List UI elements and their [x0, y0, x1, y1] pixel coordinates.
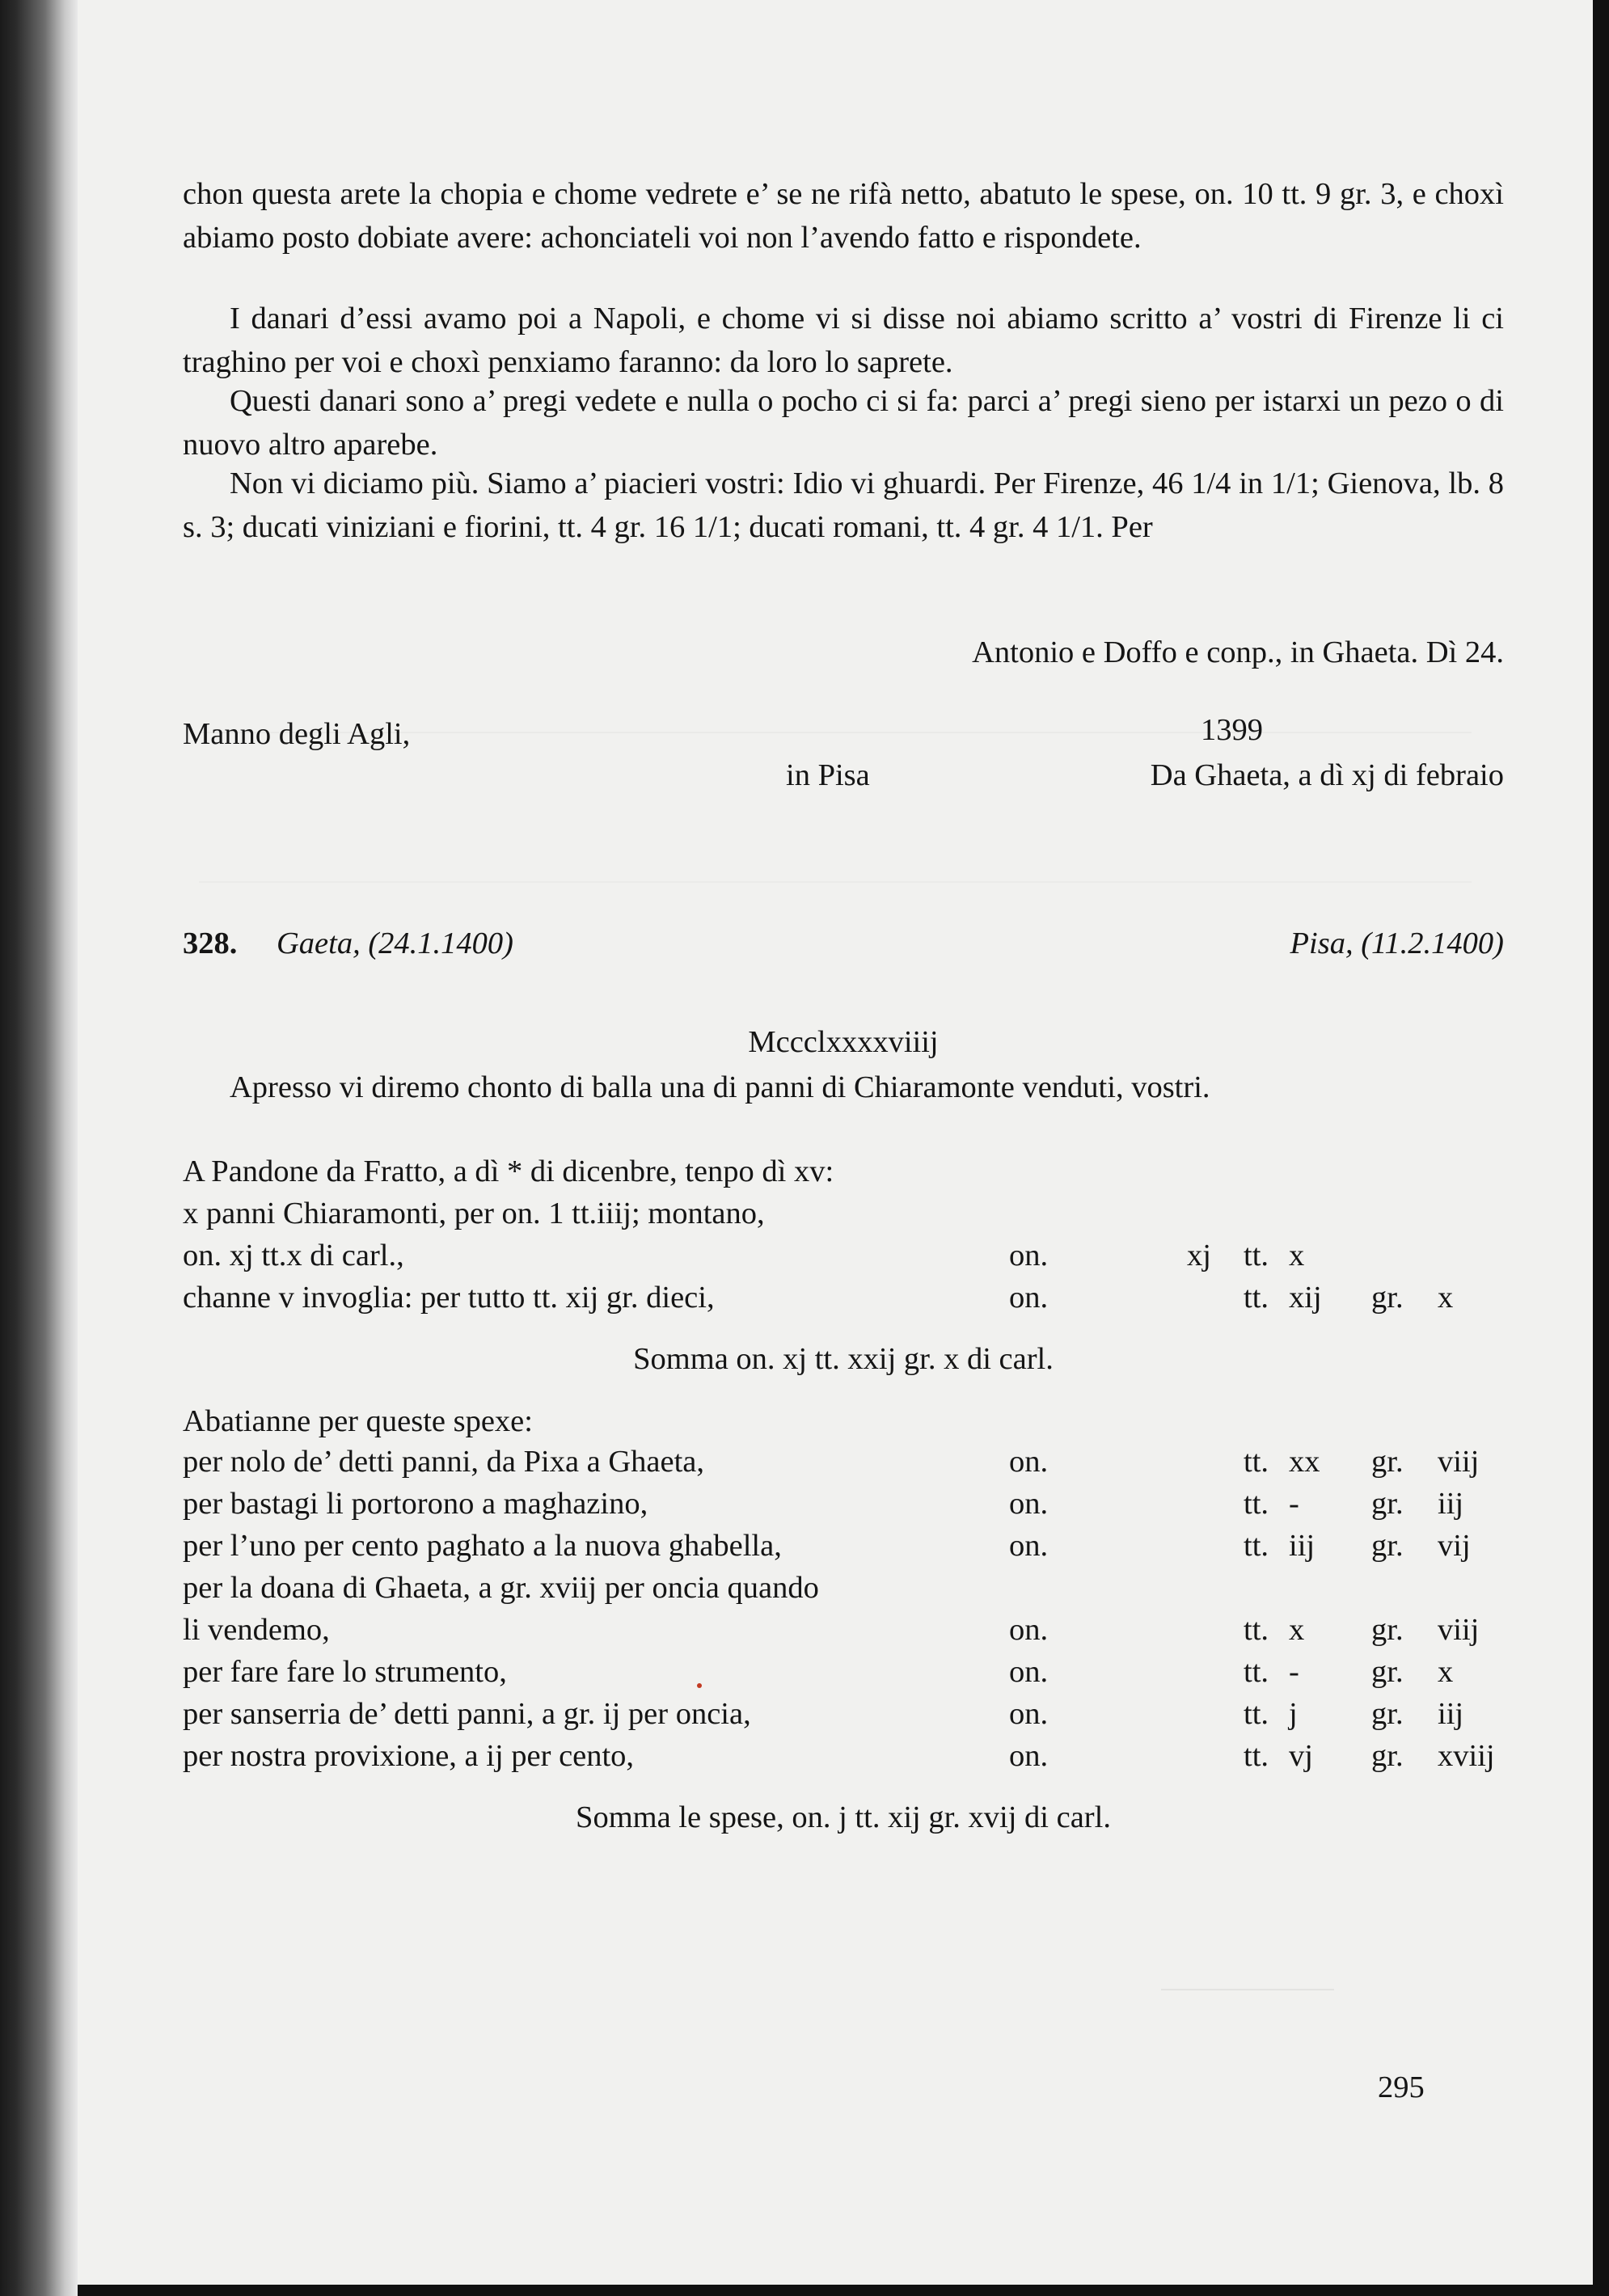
grain-value: viij	[1438, 1445, 1480, 1479]
letter-origin: Gaeta, (24.1.1400)	[277, 926, 513, 960]
bleed-through-rule	[1161, 1989, 1334, 1990]
ounce-label: on.	[1009, 1487, 1049, 1521]
expense-row	[183, 1650, 1557, 1694]
tari-label: tt.	[1244, 1239, 1269, 1273]
tari-label: tt.	[1244, 1739, 1269, 1773]
grain-label: gr.	[1371, 1613, 1404, 1647]
sale-line: A Pandone da Fratto, a dì * di dicenbre, tenpo dì xv:	[183, 1154, 834, 1188]
account-row	[183, 1234, 1557, 1277]
row-description: per la doana di Ghaeta, a gr. xviij per oncia quando	[183, 1571, 819, 1605]
tari-label: tt.	[1244, 1281, 1269, 1315]
row-description: per nolo de’ detti panni, da Pixa a Ghaeta,	[183, 1445, 705, 1479]
ounce-label: on.	[1009, 1239, 1049, 1273]
tari-value: vj	[1289, 1739, 1313, 1773]
grain-value: iij	[1438, 1487, 1464, 1521]
address-date: Da Ghaeta, a dì xj di febraio	[1150, 758, 1504, 792]
address-place: in Pisa	[786, 758, 870, 792]
expenses-heading: Abatianne per queste spexe:	[183, 1404, 533, 1438]
paragraph: chon questa arete la chopia e chome vedrete e’ se ne rifà netto, abatuto le spese, on. 10 tt. 9 gr. 3, e choxì abiamo posto dobiate avere: achonciateli voi non l’avendo fatto e rispondete.	[183, 177, 1504, 255]
row-description: per fare fare lo strumento,	[183, 1655, 507, 1689]
tari-value: x	[1289, 1613, 1305, 1647]
grain-value: xviij	[1438, 1739, 1495, 1773]
grain-label: gr.	[1371, 1281, 1404, 1315]
paragraph: I danari d’essi avamo poi a Napoli, e chome vi si disse noi abiamo scritto a’ vostri di Firenze li ci traghino per voi e choxì penxiamo faranno: da loro lo saprete.	[183, 302, 1504, 379]
tari-value: iij	[1289, 1529, 1315, 1563]
tari-value: j	[1289, 1697, 1298, 1731]
grain-label: gr.	[1371, 1739, 1404, 1773]
tari-label: tt.	[1244, 1487, 1269, 1521]
tari-value: -	[1289, 1487, 1299, 1521]
row-description: li vendemo,	[183, 1613, 330, 1647]
row-description: per sanserria de’ detti panni, a gr. ij per oncia,	[183, 1697, 751, 1731]
tari-label: tt.	[1244, 1697, 1269, 1731]
paragraph: Questi danari sono a’ pregi vedete e nulla o pocho ci si fa: parci a’ pregi sieno per istarxi un pezo o di nuovo altro aparebe.	[183, 384, 1504, 462]
tari-value: x	[1289, 1239, 1305, 1273]
expense-row	[183, 1440, 1557, 1484]
row-description: per bastagi li portorono a maghazino,	[183, 1487, 648, 1521]
ounce-value: xj	[1187, 1239, 1211, 1273]
letter-number: 328.	[183, 926, 238, 960]
expense-row	[183, 1608, 1557, 1652]
expenses-total: Somma le spese, on. j tt. xij gr. xvij di carl.	[576, 1800, 1111, 1834]
ounce-label: on.	[1009, 1697, 1049, 1731]
paragraph: Non vi diciamo più. Siamo a’ piacieri vostri: Idio vi ghuardi. Per Firenze, 46 1/4 in 1/1; Gienova, lb. 8 s. 3; ducati viniziani e fiorini, tt. 4 gr. 16 1/1; ducati romani, tt. 4 gr. 4 1/1. Per	[183, 466, 1504, 544]
row-description: per l’uno per cento paghato a la nuova ghabella,	[183, 1529, 782, 1563]
expense-row	[183, 1734, 1557, 1778]
tari-label: tt.	[1244, 1445, 1269, 1479]
letter-destination: Pisa, (11.2.1400)	[1290, 926, 1504, 960]
account-row	[183, 1276, 1557, 1319]
ounce-label: on.	[1009, 1281, 1049, 1315]
address-year: 1399	[1201, 713, 1263, 747]
account-intro: Apresso vi diremo chonto di balla una di panni di Chiaramonte venduti, vostri.	[230, 1070, 1210, 1104]
page-number: 295	[1378, 2070, 1425, 2104]
grain-value: x	[1438, 1281, 1454, 1315]
row-description: on. xj tt.x di carl.,	[183, 1239, 404, 1273]
grain-value: iij	[1438, 1697, 1464, 1731]
grain-value: x	[1438, 1655, 1454, 1689]
grain-value: vij	[1438, 1529, 1471, 1563]
address-name: Manno degli Agli,	[183, 717, 411, 751]
row-description: per nostra provixione, a ij per cento,	[183, 1739, 635, 1773]
grain-label: gr.	[1371, 1445, 1404, 1479]
ounce-label: on.	[1009, 1655, 1049, 1689]
expense-row	[183, 1482, 1557, 1526]
sale-total: Somma on. xj tt. xxij gr. x di carl.	[633, 1342, 1054, 1376]
expense-row	[183, 1692, 1557, 1736]
ounce-label: on.	[1009, 1613, 1049, 1647]
grain-label: gr.	[1371, 1529, 1404, 1563]
tari-value: -	[1289, 1655, 1299, 1689]
tari-label: tt.	[1244, 1613, 1269, 1647]
tari-label: tt.	[1244, 1655, 1269, 1689]
expense-row	[183, 1566, 1557, 1610]
ounce-label: on.	[1009, 1739, 1049, 1773]
ounce-label: on.	[1009, 1445, 1049, 1479]
grain-label: gr.	[1371, 1697, 1404, 1731]
tari-value: xij	[1289, 1281, 1322, 1315]
grain-label: gr.	[1371, 1655, 1404, 1689]
grain-value: viij	[1438, 1613, 1480, 1647]
expense-row	[183, 1524, 1557, 1568]
tari-value: xx	[1289, 1445, 1320, 1479]
red-ink-dot	[697, 1683, 702, 1688]
ounce-label: on.	[1009, 1529, 1049, 1563]
book-spine-shadow	[0, 0, 78, 2296]
tari-label: tt.	[1244, 1529, 1269, 1563]
grain-label: gr.	[1371, 1487, 1404, 1521]
bleed-through-texture	[199, 881, 1472, 904]
sale-line: x panni Chiaramonti, per on. 1 tt.iiij; montano,	[183, 1197, 765, 1230]
letter-signature: Antonio e Doffo e conp., in Ghaeta. Dì 24.	[972, 635, 1504, 669]
book-page	[78, 0, 1593, 2285]
row-description: channe v invoglia: per tutto tt. xij gr. dieci,	[183, 1281, 715, 1315]
year-heading: Mccclxxxxviiij	[748, 1025, 939, 1059]
